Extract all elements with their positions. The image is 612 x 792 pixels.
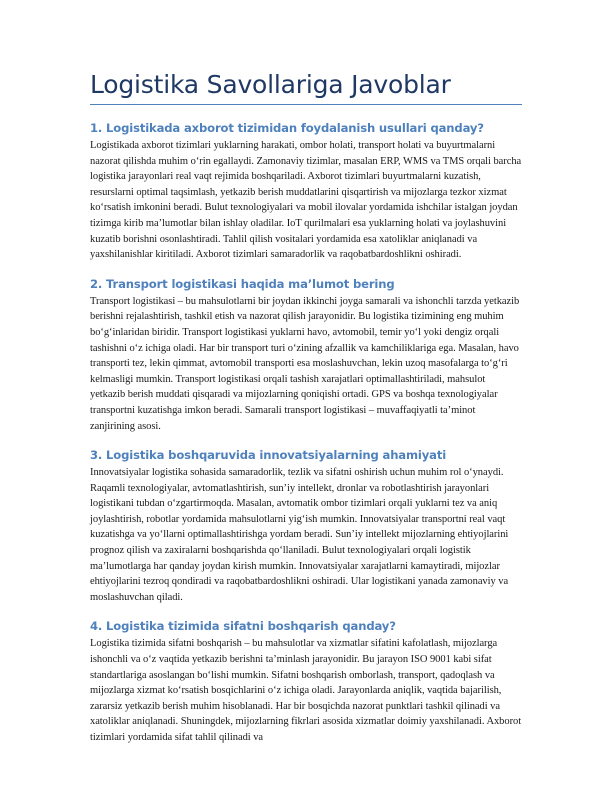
- section-body: Transport logistikasi – bu mahsulotlarni bir joydan ikkinchi joyga samarali va ishonchli tarzda yetkazib berishni rejalashtirish, tashkil etish va nazorat qilish jarayonidir. Bu logistika tizimining eng muhim bo‘g‘inlaridan biridir. Transport logistikasi yuklarni havo, avtomobil, temir yo‘l yoki dengiz orqali tashishni o‘z ichiga oladi. Har bir transport turi o‘zining afzallik va kamchiliklariga ega. Masalan, havo transporti tez, lekin qimmat, avtomobil transporti esa moslashuvchan, lekin uzoq masofalarga to‘g‘ri kelmasligi mumkin. Transport logistikasi orqali tashish xarajatlari optimallashtiriladi, mahsulot yetkazib berish muddati qisqaradi va mijozlarning qoniqishi ortadi. GPS va boshqa texnologiyalar transportni kuzatishga imkon beradi. Samarali transport logistikasi – muvaffaqiyatli ta’minot zanjirining asosi.: [90, 295, 520, 432]
- section-body: Logistika tizimida sifatni boshqarish – bu mahsulotlar va xizmatlar sifatini kafolatlash, mijozlarga ishonchli va o‘z vaqtida yetkazib berishni ta’minlash jarayonidir. Bu jarayon ISO 9001 kabi sifat standartlariga asoslangan bo‘lishi mumkin. Sifatni boshqarish omborlash, transport, qadoqlash va mijozlarga xizmat ko‘rsatish bosqichlarini o‘z ichiga oladi. Jarayonlarda aniqlik, vaqtida bajarilish, zararsiz yetkazib berish muhim hisoblanadi. Har bir bosqichda nazorat punktlari tashkil qilinadi va xatoliklar aniqlanadi. Shuningdek, mijozlarning fikrlari asosida xizmatlar doimiy yaxshilanadi. Axborot tizimlari yordamida sifat tahlil qilinadi va: [90, 638, 522, 743]
- section-body: Logistikada axborot tizimlari yuklarning harakati, ombor holati, transport holati va buyurtmalarni nazorat qilishda muhim o‘rin egallaydi. Zamonaviy tizimlar, masalan ERP, WMS va TMS orqali barcha logistika jarayonlari real vaqt rejimida boshqariladi. Axborot tizimlari buyurtmalarni kuzatish, resurslarni optimal taqsimlash, yetkazib berish muddatlarini qisqartirish va mijozlarga tezkor xizmat ko‘rsatish imkonini beradi. Bulut texnologiyalari va mobil ilovalar yordamida ishchilar istalgan joydan tizimga kirib ma’lumotlar bilan ishlay oladilar. IoT qurilmalari esa yuklarning holati va joylashuvini kuzatib borishni osonlashtiradi. Tahlil qilish vositalari yordamida esa xatoliklar aniqlanadi va yaxshilanishlar kiritiladi. Axborot tizimlari samaradorlik va raqobatbardoshlikni oshiradi.: [90, 140, 522, 261]
- section-heading: 2. Transport logistikasi haqida ma’lumot bering: [90, 276, 395, 291]
- section-2: [90, 276, 522, 434]
- section-3: [90, 447, 522, 605]
- section-1: [90, 120, 522, 263]
- section-4: [90, 618, 522, 745]
- section-heading: 3. Logistika boshqaruvida innovatsiyalarning ahamiyati: [90, 448, 447, 463]
- section-body: Innovatsiyalar logistika sohasida samaradorlik, tezlik va sifatni oshirish uchun muhim rol o‘ynaydi. Raqamli texnologiyalar, avtomatlashtirish, sun’iy intellekt, dronlar va robotlashtirish jarayonlari logistikani tubdan o‘zgartirmoqda. Masalan, avtomatik ombor tizimlari orqali yuklarni tez va aniq joylashtirish, robotlar yordamida mahsulotlarni yig‘ish mumkin. Innovatsiyalar transportni real vaqt kuzatishga va yo‘llarni optimallashtirishga yordam beradi. Sun’iy intellekt mijozlarning ehtiyojlarini prognoz qilish va zaxiralarni boshqarishda qo‘llaniladi. Bulut texnologiyalari orqali logistik ma’lumotlarga har qanday joydan kirish mumkin. Innovatsiyalar xarajatlarni kamaytiradi, mijozlar ehtiyojlarini tezroq qondiradi va raqobatbardoshlikni oshiradi. Ular logistikani yanada zamonaviy va moslashuvchan qiladi.: [90, 467, 509, 603]
- document-title: Logistika Savollariga Javoblar: [90, 70, 522, 105]
- section-heading: 4. Logistika tizimida sifatni boshqarish qanday?: [90, 619, 396, 634]
- section-heading: 1. Logistikada axborot tizimidan foydalanish usullari qanday?: [90, 121, 484, 135]
